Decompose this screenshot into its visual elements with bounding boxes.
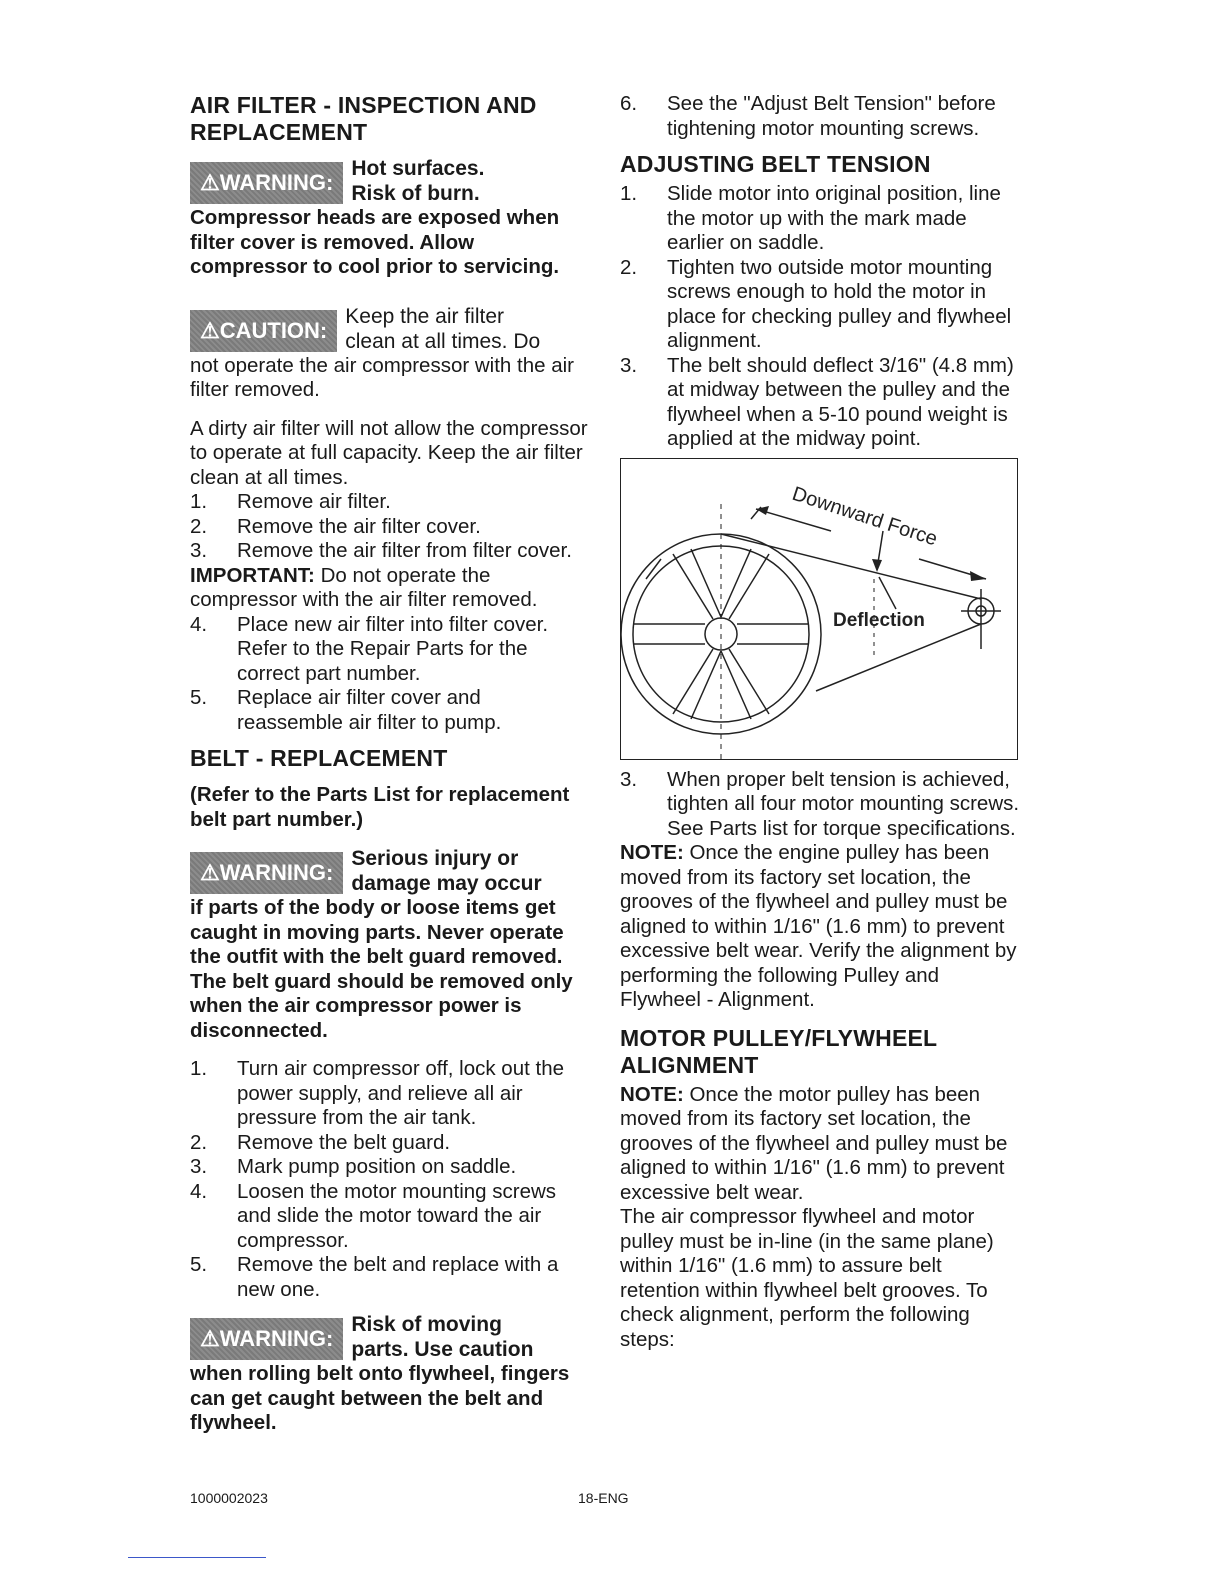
warning-lead-line: parts. Use caution [351,1338,534,1361]
list-item: 1. Turn air compressor off, lock out the power supply, and relieve all air pressure from the air tank. [190,1057,564,1129]
left-column [190,92,590,1450]
right-column [620,92,1025,1352]
caution-badge: ⚠CAUTION: [190,310,337,352]
warning-lead-line: Risk of moving [351,1313,502,1336]
warning-badge: ⚠WARNING: [190,162,343,204]
list-item: 3. When proper belt tension is achieved, tighten all four motor mounting screws. See Parts list for torque specifications. [620,767,1020,840]
air-filter-steps-b [190,613,590,736]
warning-lead-line: Serious injury or [351,847,519,870]
belt-tension-heading: ADJUSTING BELT TENSION [620,151,931,177]
step-six [620,92,1025,141]
warning-badge: ⚠WARNING: [190,852,343,894]
downward-force-label: Downward Force [789,482,941,550]
air-filter-heading: AIR FILTER - INSPECTION AND REPLACEMENT [190,92,537,145]
list-item: 3. The belt should deflect 3/16" (4.8 mm) at midway between the pulley and the flywheel when a 5-10 pound weight is applied at the midway point. [620,353,1014,450]
air-filter-caution [190,304,590,403]
list-item: 1. Slide motor into original position, line the motor up with the mark made earlier on saddle. [620,182,1001,254]
caution-lead-line: Keep the air filter [345,304,505,328]
list-item: 4. Loosen the motor mounting screws and slide the motor toward the air compressor. [190,1179,557,1252]
caution-lead-line: clean at all times. Do [345,329,541,353]
document-number: 1000002023 [190,1490,268,1506]
list-item: 2. Remove the air filter cover. [190,514,481,538]
warning-text: Compressor heads are exposed when filter cover is removed. Allow compressor to cool prior to servicing. [190,206,560,278]
belt-subtitle: (Refer to the Parts List for replacement belt part number.) [190,783,570,831]
warning-lead-line: Risk of burn. [351,182,480,205]
alignment-note: NOTE: Once the motor pulley has been moved from its factory set location, the grooves of the flywheel and pulley must be aligned to within 1/16" (1.6 mm) to prevent excessive belt wear. [620,1082,1008,1204]
tension-steps-after [620,768,1025,842]
belt-rolling-warning [190,1312,590,1436]
warning-badge: ⚠WARNING: [190,1318,343,1360]
diagram-drawing [621,459,1017,759]
caution-text: not operate the air compressor with the air filter removed. [190,353,574,401]
list-item: 6. See the "Adjust Belt Tension" before tightening motor mounting screws. [620,92,996,140]
warning-text: when rolling belt onto flywheel, fingers can get caught between the belt and flywheel. [190,1362,570,1434]
warning-lead-line: Hot surfaces. [351,157,485,180]
list-item: 3. Mark pump position on saddle. [190,1155,517,1178]
page-number: 18-ENG [578,1490,629,1506]
alignment-paragraph: The air compressor flywheel and motor pulley must be in-line (in the same plane) within 1/16" (1.6 mm) to assure belt retention within flywheel belt grooves. To check alignment, perform the following steps: [620,1205,994,1351]
hot-surfaces-warning [190,156,590,280]
tension-note: NOTE: Once the engine pulley has been moved from its factory set location, the grooves of the flywheel and pulley must be aligned to within 1/16" (1.6 mm) to prevent excessive belt wear. Verify the alignment by performing the following Pulley and Flywheel - Alignment. [620,841,1017,1011]
list-item: 3. Remove the air filter from filter cover. [190,539,572,562]
list-item: 1. Remove air filter. [190,490,391,513]
belt-replacement-heading: BELT - REPLACEMENT [190,745,448,771]
moving-parts-warning [190,846,590,1043]
list-item: 4. Place new air filter into filter cover. Refer to the Repair Parts for the correct part number. [190,612,549,685]
bottom-rule [128,1557,266,1558]
list-item: 2. Tighten two outside motor mounting screws enough to hold the motor in place for checking pulley and flywheel alignment. [620,255,1012,352]
belt-steps [190,1057,590,1302]
belt-bottom [816,624,981,691]
air-filter-intro: A dirty air filter will not allow the compressor to operate at full capacity. Keep the air filter clean at all times. [190,416,588,489]
alignment-heading: MOTOR PULLEY/FLYWHEEL ALIGNMENT [620,1024,937,1078]
air-filter-steps-a [190,490,590,564]
list-item: 2. Remove the belt guard. [190,1130,451,1154]
list-item: 5. Replace air filter cover and reassemble air filter to pump. [190,686,502,734]
warning-lead-line: damage may occur [351,872,542,895]
warning-text: if parts of the body or loose items get caught in moving parts. Never operate the outfit with the belt guard removed. The belt guard should be removed only when the air compressor power is disconnected. [190,896,573,1042]
belt-deflection-diagram [620,458,1018,760]
tension-steps [620,182,1025,452]
deflection-label: Deflection [833,609,925,631]
list-item: 5. Remove the belt and replace with a new one. [190,1253,559,1301]
important-note: IMPORTANT: Do not operate the compressor with the air filter removed. [190,563,538,611]
